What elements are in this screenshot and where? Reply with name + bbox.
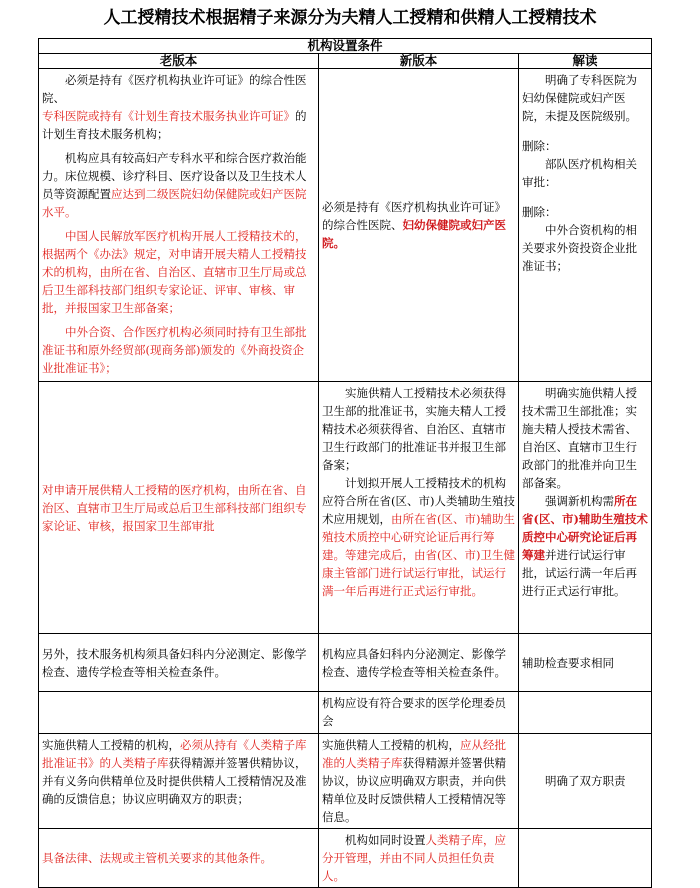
new-text-highlight: 应从经批准的人类精子库 <box>322 738 506 770</box>
note-cell <box>519 382 652 634</box>
new-paragraph <box>322 831 515 885</box>
new-paragraph: 实施供精人工授精技术必须获得卫生部的批准证书，实施夫精人工授精技术必须获得省、自治区、直辖市卫生行政部门的批准证书并报卫生部备案； <box>322 386 506 472</box>
section-header-row <box>39 39 652 54</box>
new-cell <box>319 634 519 692</box>
section-header: 机构设置条件 <box>39 39 652 54</box>
note-paragraph: 删除： <box>522 139 557 153</box>
table-row <box>39 734 652 829</box>
note-paragraph: 删除： <box>522 205 557 219</box>
old-paragraph-highlight: 对申请开展供精人工授精的医疗机构，由所在省、自治区、直辖市卫生厅局或总后卫生部科技部门组织专家论证、审核，报国家卫生部审批 <box>42 482 307 533</box>
note-cell <box>519 734 652 829</box>
new-cell <box>319 382 519 634</box>
old-text-highlight: 应达到二级医院妇幼保健院或妇产医院水平。 <box>42 187 307 219</box>
old-paragraph-highlight: 具备法律、法规或主管机关要求的其他条件。 <box>42 851 272 865</box>
note-cell <box>519 69 652 382</box>
note-text: 强调新机构需 <box>545 494 614 508</box>
note-cell <box>519 634 652 692</box>
table-row <box>39 69 652 382</box>
table-row <box>39 382 652 634</box>
new-text-highlight: 人类精子库，应分开管理，并由不同人员担任负责人。 <box>322 833 506 883</box>
new-text: 必须是持有《医疗机构执业许可证》的综合性医院、 <box>322 200 506 232</box>
new-paragraph: 机构应具备妇科内分泌测定、影像学检查、遗传学检查等相关检查条件。 <box>322 646 506 679</box>
new-text: 机构如同时设置 <box>345 833 426 847</box>
table-row <box>39 634 652 692</box>
old-cell <box>39 829 319 888</box>
note-cell-empty <box>519 692 652 734</box>
new-text: 实施供精人工授精的机构， <box>322 738 460 752</box>
column-header-note: 解读 <box>519 54 652 69</box>
note-paragraph: 部队医疗机构相关审批： <box>522 157 637 189</box>
note-paragraph: 中外合资机构的相关要求外资投资企业批准证书； <box>522 223 637 273</box>
old-cell <box>39 382 319 634</box>
note-text-highlight: 所在省(区、市)辅助生殖技术质控中心研究论证后再筹建 <box>522 494 648 562</box>
column-header-old: 老版本 <box>39 54 319 69</box>
column-header-row <box>39 54 652 69</box>
old-cell <box>39 69 319 382</box>
note-text: 并进行试运行审批，试运行满一年后再进行正式运行审批。 <box>522 548 637 598</box>
note-paragraph: 明确了双方职责 <box>545 774 626 788</box>
new-paragraph <box>322 736 515 826</box>
note-paragraph: 辅助检查要求相同 <box>522 655 614 670</box>
old-cell-empty <box>39 692 319 734</box>
old-text: 实施供精人工授精的机构， <box>42 738 180 752</box>
column-header-new: 新版本 <box>319 54 519 69</box>
new-text-highlight: 妇幼保健院或妇产医院。 <box>322 218 506 250</box>
old-text: 获得精源并签署供精协议，并有义务向供精单位及时提供供精人工授精情况及准确的反馈信息；协议应明确双方的职责； <box>42 756 307 806</box>
new-text: 获得精源并签署供精协议，协议应明确双方职责，并向供精单位及时反馈供精人工授精情况等信息。 <box>322 756 506 824</box>
old-paragraph-highlight: 中外合资、合作医疗机构必须同时持有卫生部批准证书和原外经贸部(现商务部)颁发的《外商投资企业批准证书》； <box>42 325 307 375</box>
new-text-highlight: 由所在省(区、市)辅助生殖技术质控中心研究论证后再行筹建。等建完成后，由省(区、市)卫生健康主管部门进行试运行审批，试运行满一年后再进行正式运行审批。 <box>322 512 515 598</box>
old-paragraph <box>42 71 315 143</box>
old-cell <box>39 734 319 829</box>
note-paragraph: 明确实施供精人授技术需卫生部批准；实施夫精人授技术需省、自治区、直辖市卫生行政部门的批准并向卫生部备案。 <box>522 386 637 490</box>
new-cell <box>319 829 519 888</box>
new-text: 计划拟开展人工授精技术的机构应符合所在省(区、市)人类辅助生殖技术应用规划， <box>322 476 515 526</box>
old-paragraph <box>42 149 315 221</box>
old-text: 的计划生育技术服务机构； <box>42 109 307 141</box>
note-cell-empty <box>519 829 652 888</box>
old-text-highlight: 必须从持有《人类精子库批准证书》的人类精子库 <box>42 738 307 770</box>
comparison-table <box>38 38 652 888</box>
note-paragraph: 明确了专科医院为妇幼保健院或妇产医院，未提及医院级别。 <box>522 73 637 123</box>
old-text: 必须是持有《医疗机构执业许可证》的综合性医院、 <box>42 73 307 105</box>
note-paragraph <box>522 492 648 600</box>
new-cell <box>319 692 519 734</box>
new-cell <box>319 734 519 829</box>
old-text: 机构应具有较高妇产专科水平和综合医疗救治能力。床位规模、诊疗科目、医疗设备以及卫生技术人员等资源配置 <box>42 151 307 201</box>
old-paragraph-highlight: 中国人民解放军医疗机构开展人工授精技术的，根据两个《办法》规定，对申请开展夫精人工授精技术的机构，由所在省、自治区、直辖市卫生厅局或总后卫生部科技部门组织专家论证、评审、审核、审批，并报国家卫生部备案； <box>42 229 307 315</box>
new-paragraph <box>322 474 515 600</box>
page-title: 人工授精技术根据精子来源分为夫精人工授精和供精人工授精技术 <box>103 8 597 28</box>
old-paragraph: 另外，技术服务机构须具备妇科内分泌测定、影像学检查、遗传学检查等相关检查条件。 <box>42 646 307 679</box>
table-row <box>39 692 652 734</box>
old-cell <box>39 634 319 692</box>
new-cell <box>319 69 519 382</box>
old-text-highlight: 专科医院或持有《计划生育技术服务执业许可证》 <box>42 109 295 123</box>
table-row <box>39 829 652 888</box>
old-paragraph <box>42 736 315 808</box>
new-paragraph: 机构应设有符合要求的医学伦理委员会 <box>322 696 506 728</box>
new-paragraph <box>322 198 515 252</box>
